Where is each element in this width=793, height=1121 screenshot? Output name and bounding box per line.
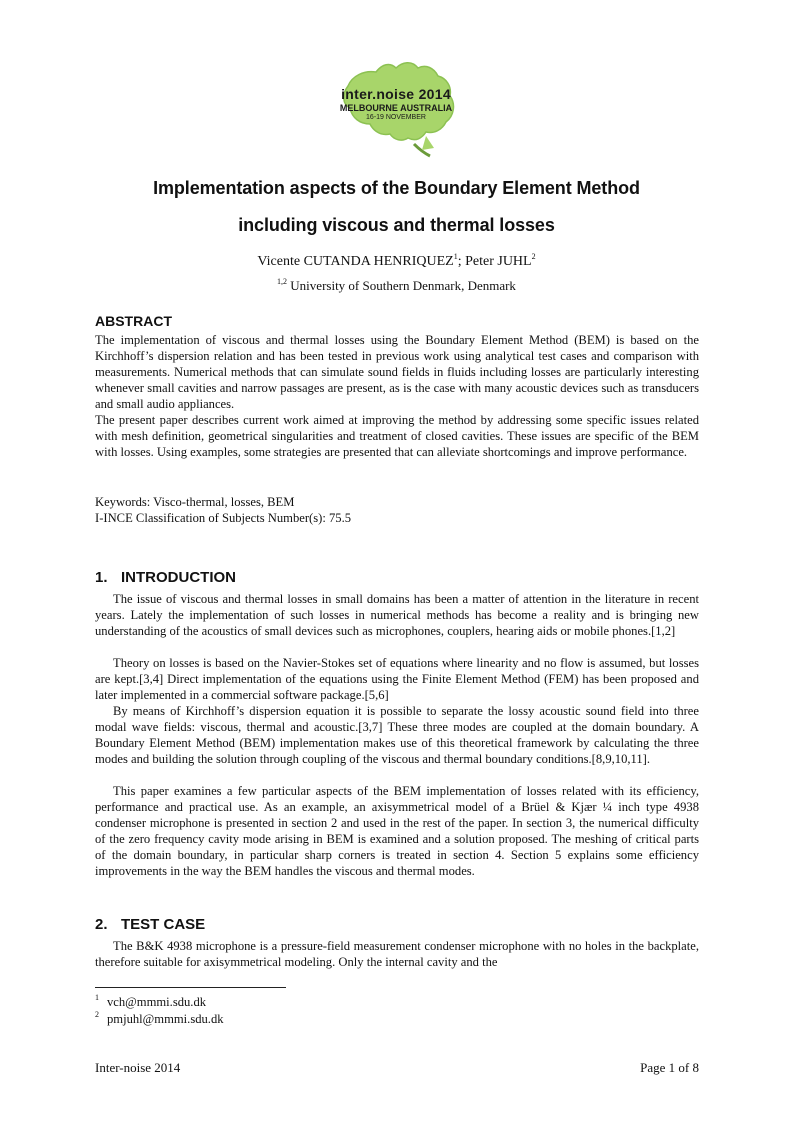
conference-logo: [330, 58, 462, 162]
authors-line: [0, 254, 793, 270]
footer-conference: Inter-noise 2014: [95, 1060, 181, 1075]
section-2-paragraph-1: The B&K 4938 microphone is a pressure-field measurement condenser microphone with no holes in the backplate, therefore suitable for axisymmetrical modeling. Only the internal cavity and the: [95, 939, 699, 970]
section-1-paragraph-4: This paper examines a few particular aspects of the BEM implementation of losses related with its efficiency, performance and practical use. As an example, an axisymmetrical model of a Brüel & Kjær ¼ inch type 4938 condenser microphone is presented in section 2 and used in the rest of the paper. In section 3, the numerical difficulty of the zero frequency cavity mode arising in BEM is examined and a solution proposed. The meshing of critical parts of the domain boundary, in particular sharp corners is treated in section 4. Section 5 explains some efficiency improvements in the way the BEM handles the viscous and thermal modes.: [95, 784, 699, 879]
footer-page-number: Page 1 of 8: [640, 1060, 699, 1075]
classification: I-INCE Classification of Subjects Number(s): 75.5: [95, 511, 352, 525]
section-2-title: TEST CASE: [121, 916, 206, 933]
keywords: Keywords: Visco-thermal, losses, BEM: [95, 495, 295, 509]
logo-title: inter.noise 2014: [341, 86, 451, 102]
footnote-2-mark: 2: [95, 1010, 99, 1019]
footnote-2-email[interactable]: pmjuhl@mmmi.sdu.dk: [107, 1012, 224, 1026]
abstract-paragraph-1: The implementation of viscous and thermal losses using the Boundary Element Method (BEM) is based on the Kirchhoff’s dispersion relation and has been tested in previous work using analytical test cases and comparison with measurements. Numerical methods that can simulate sound fields in fluids including losses are particularly interesting whenever small cavities and narrow passages are present, as is the case with many acoustic devices such as transducers and small audio appliances.: [95, 333, 699, 412]
author-1-mark: 1: [453, 252, 458, 261]
affiliation-line: [0, 278, 793, 294]
section-1-number: 1.: [95, 569, 108, 586]
abstract-paragraph-2: The present paper describes current work aimed at improving the method by addressing some specific issues related with mesh definition, geometrical singularities and treatment of closed cavities. These issues are specific of the BEM with losses. Using examples, some strategies are presented that can alleviate shortcomings and improve performance.: [95, 413, 699, 460]
abstract-heading: ABSTRACT: [95, 313, 172, 329]
footnote-1-mark: 1: [95, 993, 99, 1002]
footnote-1-email[interactable]: vch@mmmi.sdu.dk: [107, 995, 207, 1009]
section-2-heading: [95, 916, 205, 933]
section-1-paragraph-1: The issue of viscous and thermal losses in small domains has been a matter of attention in the literature in recent years. Lately the implementation of such losses in numerical methods has become a reality and is bringing new understanding of the acoustics of small devices such as microphones, couplers, hearing aids or mobile phones.[1,2]: [95, 592, 699, 639]
author-2: Peter JUHL: [465, 254, 532, 269]
section-1-title: INTRODUCTION: [121, 569, 236, 586]
author-1: Vicente CUTANDA HENRIQUEZ: [257, 254, 454, 269]
section-1-heading: [95, 569, 236, 586]
logo-dates: 16-19 NOVEMBER: [366, 114, 426, 121]
paper-title-line-2: including viscous and thermal losses: [238, 215, 555, 235]
author-separator: ;: [457, 254, 466, 269]
paper-title-line-1: Implementation aspects of the Boundary Element Method: [153, 178, 640, 198]
logo-location: MELBOURNE AUSTRALIA: [339, 103, 453, 113]
footnote-2: [95, 1012, 224, 1027]
author-2-mark: 2: [531, 252, 536, 261]
affiliation-mark: 1,2: [277, 277, 288, 286]
footnote-1: [95, 995, 206, 1010]
section-1-paragraph-2: Theory on losses is based on the Navier-Stokes set of equations where linearity and no flow is assumed, but losses are kept.[3,4] Direct implementation of the equations using the Finite Element Method (FEM) has been proposed and later implemented in a commercial software package.[5,6]: [95, 656, 699, 703]
footnote-rule: [95, 987, 286, 988]
section-1-paragraph-3: By means of Kirchhoff’s dispersion equation it is possible to separate the lossy acoustic sound field into three modal wave fields: viscous, thermal and acoustic.[3,7] These three modes are coupled at the domain boundary. A Boundary Element Method (BEM) implementation makes use of this theoretical framework by calculating the three modes and building the solution through coupling of the viscous and thermal boundary conditions.[8,9,10,11].: [95, 704, 699, 767]
affiliation: University of Southern Denmark, Denmark: [290, 278, 516, 293]
section-2-number: 2.: [95, 916, 108, 933]
